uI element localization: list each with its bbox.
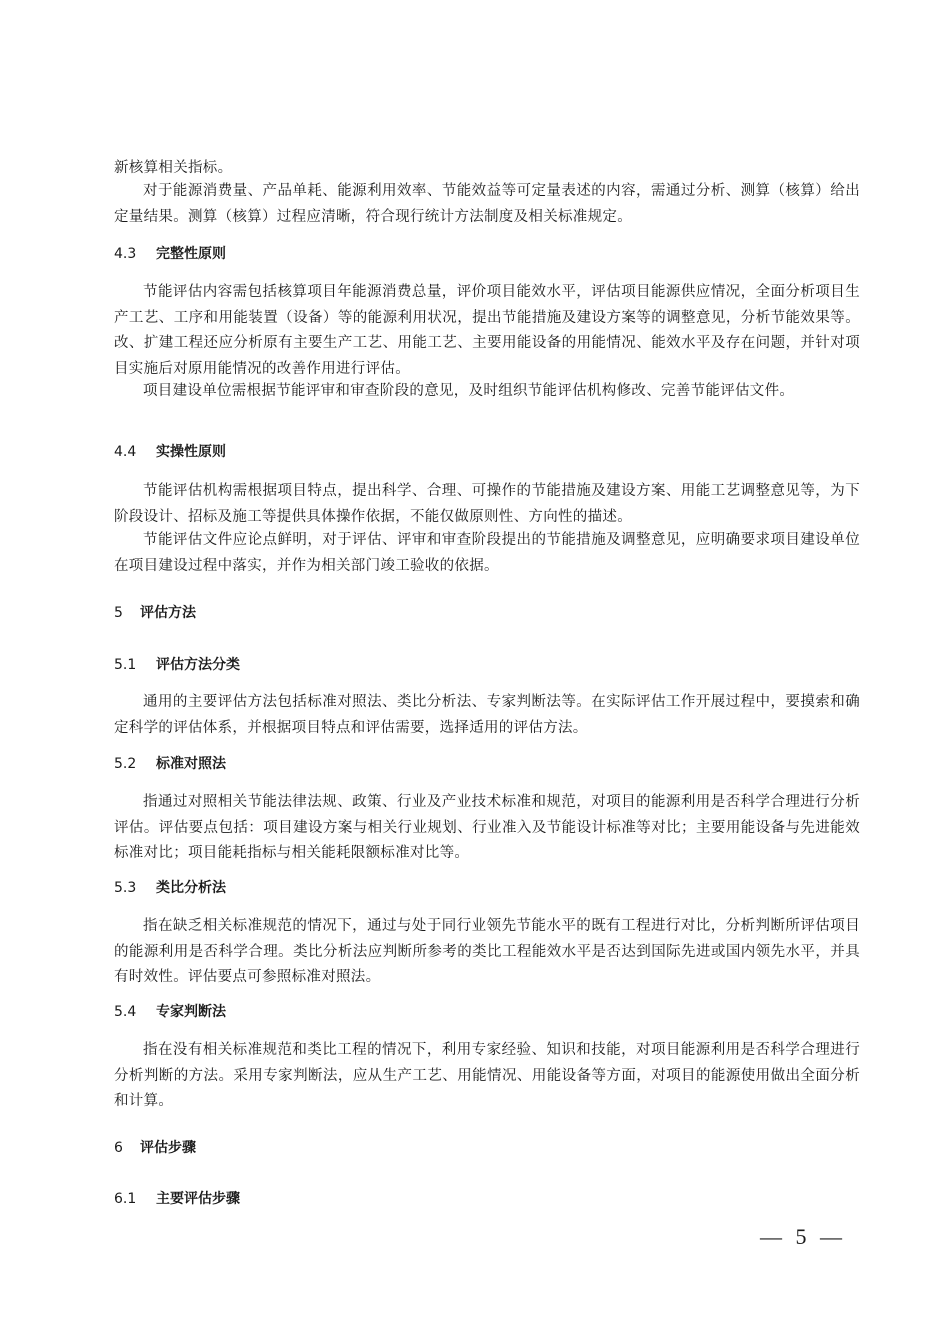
section-heading-4-3 [114,244,860,264]
section-heading-5-3 [114,878,860,898]
chapter-number: 6 [114,1140,123,1156]
section-number: 5.4 [114,1004,137,1020]
section-title: 实操性原则 [156,444,226,460]
section-number: 5.3 [114,880,137,896]
section-heading-5-1 [114,655,860,675]
chapter-title: 评估方法 [140,605,196,621]
page-number: — 5 — [760,1224,846,1249]
section-heading-6-1 [114,1189,860,1209]
paragraph: 节能评估机构需根据项目特点，提出科学、合理、可操作的节能措施及建设方案、用能工艺调整意见等，为下阶段设计、招标及施工等提供具体操作依据，不能仅做原则性、方向性的描述。 [114,483,860,525]
paragraph: 新核算相关指标。 [114,160,233,176]
chapter-heading-6 [114,1138,860,1158]
section-number: 4.4 [114,444,137,460]
section-heading-5-2 [114,754,860,774]
paragraph: 节能评估内容需包括核算项目年能源消费总量，评价项目能效水平，评估项目能源供应情况，全面分析项目生产工艺、工序和用能装置（设备）等的能源利用状况，提出节能措施及建设方案等的调整意见，分析节能效果等。改、扩建工程还应分析原有主要生产工艺、用能工艺、主要用能设备的用能情况、能效水平及存在问题，并针对项目实施后对原用能情况的改善作用进行评估。 [114,284,860,377]
section-title: 评估方法分类 [156,657,240,673]
paragraph: 对于能源消费量、产品单耗、能源利用效率、节能效益等可定量表述的内容，需通过分析、测算（核算）给出定量结果。测算（核算）过程应清晰，符合现行统计方法制度及相关标准规定。 [114,183,860,225]
section-title: 专家判断法 [156,1004,226,1020]
section-number: 6.1 [114,1191,137,1207]
section-number: 5.2 [114,756,137,772]
section-title: 完整性原则 [156,246,226,262]
section-number: 5.1 [114,657,137,673]
chapter-title: 评估步骤 [140,1140,196,1156]
paragraph: 指通过对照相关节能法律法规、政策、行业及产业技术标准和规范，对项目的能源利用是否科学合理进行分析评估。评估要点包括：项目建设方案与相关行业规划、行业准入及节能设计标准等对比；主要用能设备与先进能效标准对比；项目能耗指标与相关能耗限额标准对比等。 [114,794,860,861]
paragraph: 指在缺乏相关标准规范的情况下，通过与处于同行业领先节能水平的既有工程进行对比，分析判断所评估项目的能源利用是否科学合理。类比分析法应判断所参考的类比工程能效水平是否达到国际先进或国内领先水平，并具有时效性。评估要点可参照标准对照法。 [114,918,860,985]
chapter-number: 5 [114,605,123,621]
paragraph: 节能评估文件应论点鲜明，对于评估、评审和审查阶段提出的节能措施及调整意见，应明确要求项目建设单位在项目建设过程中落实，并作为相关部门竣工验收的依据。 [114,532,860,574]
section-heading-5-4 [114,1002,860,1022]
section-heading-4-4 [114,442,860,462]
chapter-heading-5 [114,603,860,623]
section-title: 主要评估步骤 [156,1191,240,1207]
section-title: 标准对照法 [156,756,226,772]
paragraph: 通用的主要评估方法包括标准对照法、类比分析法、专家判断法等。在实际评估工作开展过程中，要摸索和确定科学的评估体系，并根据项目特点和评估需要，选择适用的评估方法。 [114,694,860,736]
paragraph: 指在没有相关标准规范和类比工程的情况下，利用专家经验、知识和技能，对项目能源利用是否科学合理进行分析判断的方法。采用专家判断法，应从生产工艺、用能情况、用能设备等方面，对项目的能源使用做出全面分析和计算。 [114,1042,860,1109]
section-title: 类比分析法 [156,880,226,896]
section-number: 4.3 [114,246,137,262]
paragraph: 项目建设单位需根据节能评审和审查阶段的意见，及时组织节能评估机构修改、完善节能评估文件。 [143,383,795,399]
